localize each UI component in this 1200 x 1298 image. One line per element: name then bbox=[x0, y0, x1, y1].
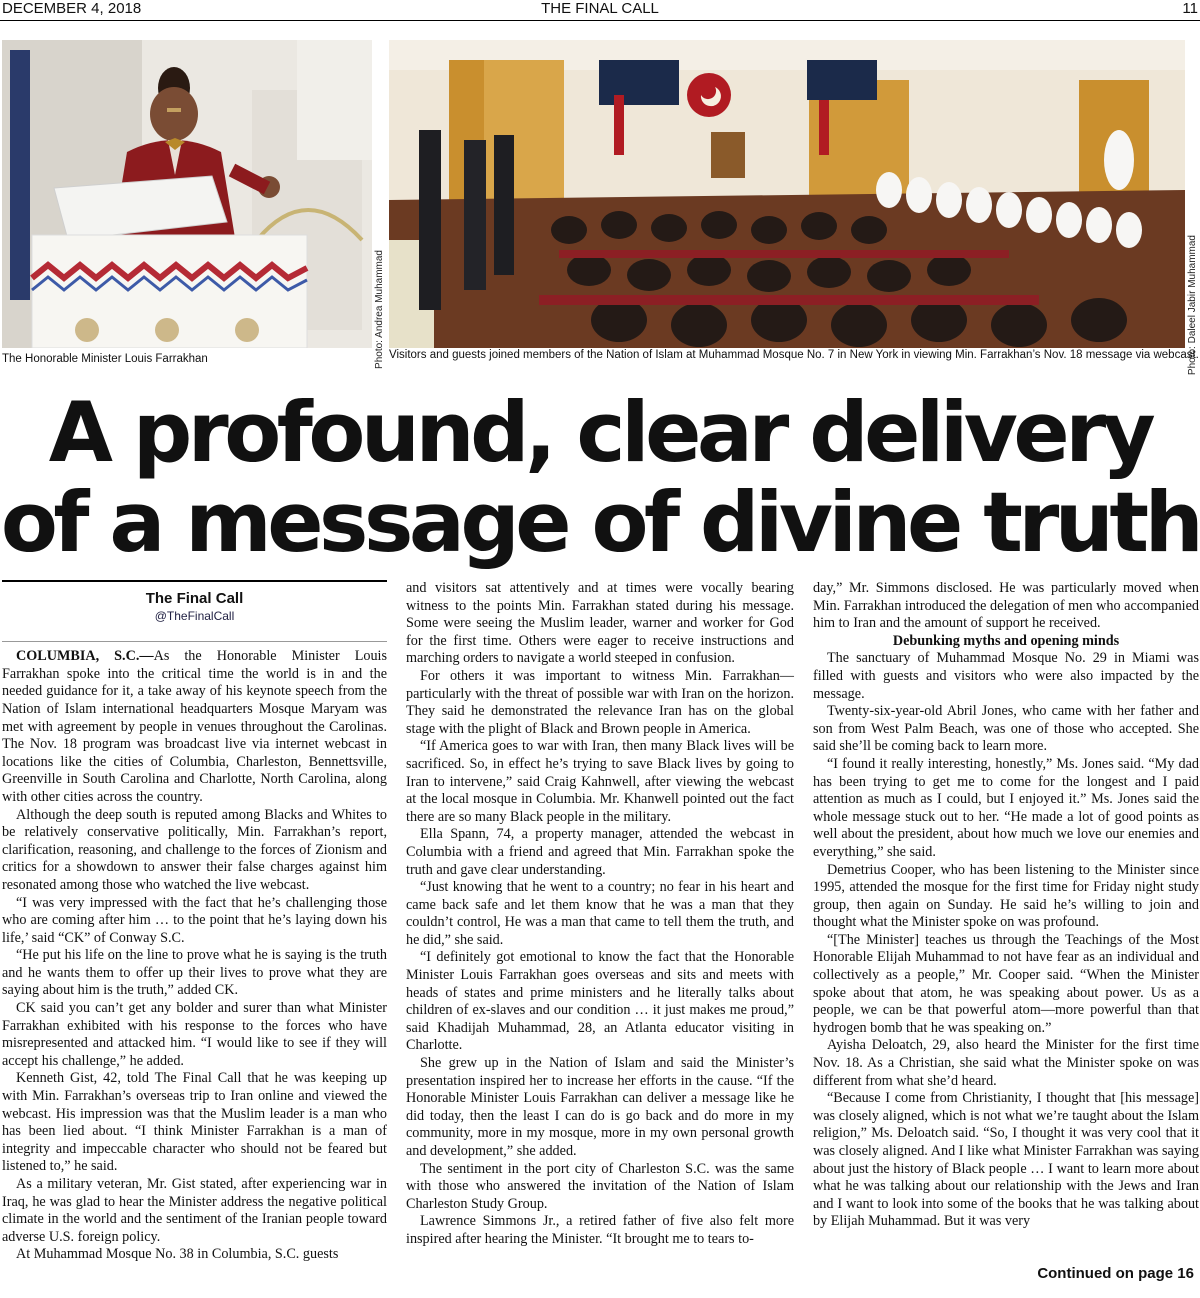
page-number: 11 bbox=[1182, 0, 1198, 17]
article-column-1 bbox=[2, 580, 387, 1264]
paragraph: “Because I come from Christianity, I thought that [his message] was closely aligned, which is not what we’re taught about the Islam religion,” Ms. Deloatch said. “So, I thought it was very cool that it was closely aligned. And I like what Minister Farrakhan was saying about just the history of Black people … I want to learn more about what he was talking about our relationship with the Jews and Iran and I want to look into some of the books that he was talking about by Elijah Muhammad. But it was very bbox=[813, 1090, 1199, 1230]
article-column-2 bbox=[406, 580, 794, 1249]
paragraph: As a military veteran, Mr. Gist stated, after experiencing war in Iraq, he was glad to hear the Minister address the negative political climate in the world and the sentiment of the Iranian people toward adverse U.S. foreign policy. bbox=[2, 1176, 387, 1245]
lead-paragraph bbox=[2, 648, 387, 806]
minister-photo bbox=[2, 40, 372, 348]
column-rule bbox=[2, 580, 387, 582]
byline-handle: @TheFinalCall bbox=[154, 608, 235, 623]
paragraph: “He put his life on the line to prove what he is saying is the truth and he wants them to offer up their lives to prove what they are saying about him is the truth,” added CK. bbox=[2, 947, 387, 999]
headline bbox=[0, 384, 1200, 571]
paragraph: For others it was important to witness Min. Farrakhan—particularly with the threat of possible war with Iran on the horizon. They said he demonstrated the relevance Iran has on the global stage with the plight of Black and Brown people in America. bbox=[406, 667, 794, 737]
section-subhead: Debunking myths and opening minds bbox=[892, 632, 1120, 649]
paragraph: Although the deep south is reputed among Blacks and Whites to be relatively conservative politically, Min. Farrakhan’s report, clarification, reasoning, and challenge to the forces of Zionism and critics for a showdown to answer their false charges against him resonated among those who watched the live webcast. bbox=[2, 806, 387, 893]
byline-rule bbox=[2, 641, 387, 642]
issue-date: DECEMBER 4, 2018 bbox=[2, 0, 142, 17]
paragraph: Demetrius Cooper, who has been listening to the Minister since 1995, attended the mosque for the first time for Friday night study group, then again on Sunday. He said he’s willing to join and thought what the Minister spoke on was profound. bbox=[813, 861, 1199, 931]
paragraph: and visitors sat attentively and at times were vocally bearing witness to the points Min. Farrakhan stated during his message. Some were seeing the Muslim leader, warner and worker for God for the first time. Others were eager to receive instructions and marching orders to navigate a world steeped in confusion. bbox=[406, 580, 794, 667]
paragraph: day,” Mr. Simmons disclosed. He was particularly moved when Min. Farrakhan introduced the delegation of men who accompanied him to Iran and the amount of support he received. bbox=[813, 580, 1199, 632]
photo-credit-right: Photo: Daleel Jabir Muhammad bbox=[1187, 235, 1198, 376]
photo-credit-left: Photo: Andrea Muhammad bbox=[374, 250, 385, 369]
paragraph: The sentiment in the port city of Charleston S.C. was the same with those who answered the invitation of the Nation of Islam Charleston Study Group. bbox=[406, 1160, 794, 1212]
paragraph: “I was very impressed with the fact that he’s challenging those who are coming after him … to the point that he’s laying down his life,’ said “CK” of Conway S.C. bbox=[2, 894, 387, 946]
paragraph: At Muhammad Mosque No. 38 in Columbia, S.C. guests bbox=[16, 1246, 339, 1263]
paragraph: Kenneth Gist, 42, told The Final Call that he was keeping up with Min. Farrakhan’s overseas trip to Iran online and viewed the webcast. His impression was that the Muslim leader is a man who has been lied about. “I think Minister Farrakhan is a man of integrity and impeccable character who should not be feared but listened to,” he said. bbox=[2, 1070, 387, 1175]
article-column-3 bbox=[813, 580, 1199, 1231]
page-header bbox=[0, 0, 1200, 21]
paragraph: Ella Spann, 74, a property manager, attended the webcast in Columbia with a friend and agreed that Min. Farrakhan spoke the truth and gave clear understanding. bbox=[406, 826, 794, 878]
lead-text: As the Honorable Minister Louis Farrakhan spoke into the critical time the world is in and the needed guidance for it, a take away of his keynote speech from the Nation of Islam international headquarters Mosque Maryam was met with agreement by people in venues throughout the Carolinas. The Nov. 18 program was broadcast live via internet webcast in locations like the cities of Columbia, Charleston, Bennettsville, Greenville in South Carolina and Charlotte, North Carolina, along with other cities across the country. bbox=[2, 648, 388, 805]
paragraph: The sanctuary of Muhammad Mosque No. 29 in Miami was filled with guests and visitors who were also impacted by the message. bbox=[813, 650, 1199, 702]
paragraph: CK said you can’t get any bolder and surer than what Minister Farrakhan exhibited with his response to the forces who have misrepresented and attacked him. “I would like to see if they will accept his challenge,” he added. bbox=[2, 1000, 387, 1069]
paragraph: “Just knowing that he went to a country; no fear in his heart and came back safe and let them know that he was a man that they couldn’t control, He was a man that came to tell them the truth, and he did,” she said. bbox=[406, 879, 794, 948]
publication-title: THE FINAL CALL bbox=[541, 0, 659, 17]
paragraph: “[The Minister] teaches us through the Teachings of the Most Honorable Elijah Muhammad to not have fear as an individual and collectively as a people,” Mr. Cooper said. “When the Minister spoke about that atom, he was speaking about power. Us as a people, we can be that powerful atom—more powerful than that hydrogen bomb that he was speaking on.” bbox=[813, 931, 1199, 1036]
photo-caption-right: Visitors and guests joined members of the Nation of Islam at Muhammad Mosque No. 7 in New York in viewing Min. Farrakhan’s Nov. 18 message via webcast. bbox=[389, 349, 1199, 361]
headline-line-2: of a message of divine truth bbox=[0, 474, 1200, 571]
byline bbox=[2, 590, 387, 625]
paragraph: “I definitely got emotional to know the fact that the Honorable Minister Louis Farrakhan goes overseas and sits and meets with heads of states and prime ministers and he literally talks about children of ex-slaves and our condition … it just makes me proud,” said Khadijah Muhammad, 28, an Atlanta educator visiting in Charlotte. bbox=[406, 949, 794, 1054]
paragraph: “If America goes to war with Iran, then many Black lives will be sacrificed. So, in effect he’s trying to save Black lives by going to Iran to intervene,” said Craig Kahnwell, after viewing the webcast at the local mosque in Columbia. Mr. Khanwell pointed out the fact there are so many Black people in the military. bbox=[406, 738, 794, 825]
photo-caption-left: The Honorable Minister Louis Farrakhan bbox=[2, 353, 208, 365]
audience-photo bbox=[389, 40, 1185, 348]
paragraph: Lawrence Simmons Jr., a retired father of five also felt more inspired after hearing the Minister. “It brought me to tears to- bbox=[406, 1213, 794, 1247]
dateline: COLUMBIA, S.C.— bbox=[16, 648, 154, 665]
headline-line-1: A profound, clear delivery bbox=[48, 384, 1152, 481]
byline-name: The Final Call bbox=[145, 590, 244, 607]
continued-link[interactable]: Continued on page 16 bbox=[1037, 1265, 1194, 1282]
paragraph: Ayisha Deloatch, 29, also heard the Minister for the first time Nov. 18. As a Christian, she said what the Minister spoke on was different from what she’d heard. bbox=[813, 1037, 1199, 1089]
paragraph: Twenty-six-year-old Abril Jones, who came with her father and son from West Palm Beach, was one of those who accepted. She said she’ll be coming back to learn more. bbox=[813, 703, 1199, 755]
paragraph: “I found it really interesting, honestly,” Ms. Jones said. “My dad has been trying to get me to come for the longest and I paid attention as much as I could, but I enjoyed it.” Ms. Jones said the whole message stuck out to her. “He made a lot of good points as well about the president, about how much we love our enemies and everything,” she said. bbox=[813, 755, 1199, 860]
paragraph: She grew up in the Nation of Islam and said the Minister’s presentation inspired her to increase her efforts in the cause. “If the Honorable Minister Louis Farrakhan can deliver a message like he did today, then the least I can do is go back and do more in my community, more in my mosque, more in my own personal growth and development,” she added. bbox=[406, 1055, 794, 1159]
